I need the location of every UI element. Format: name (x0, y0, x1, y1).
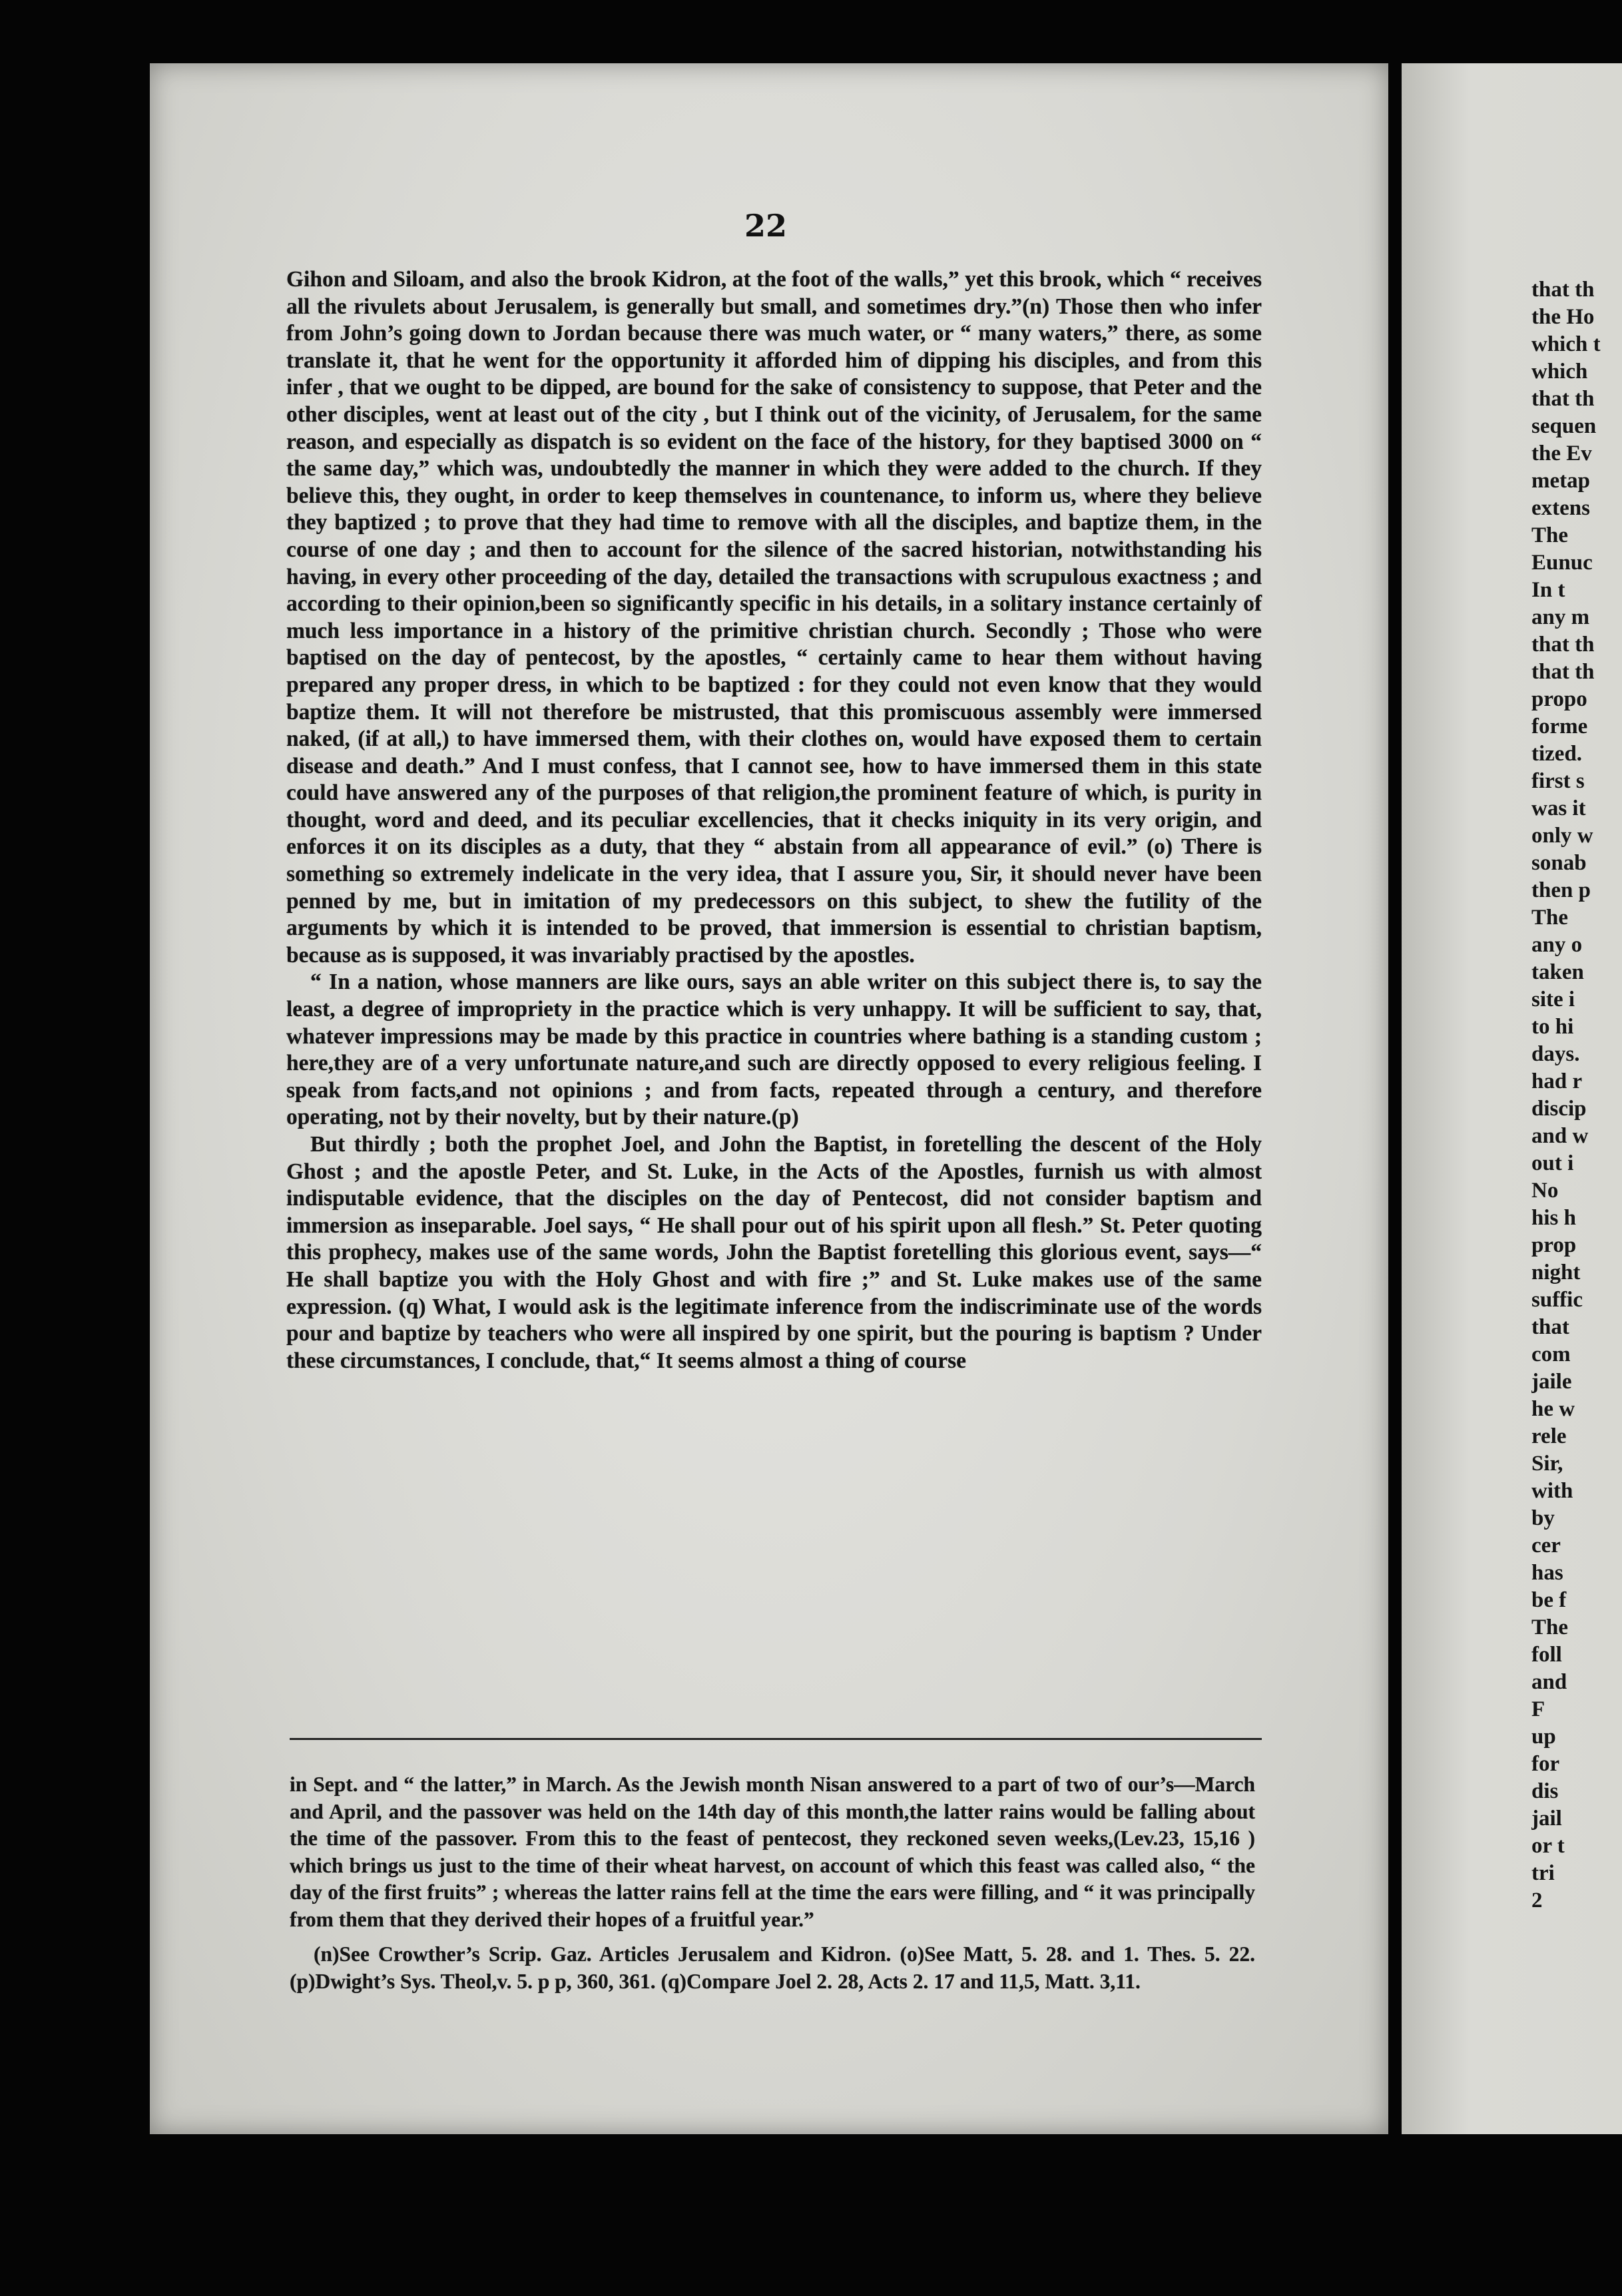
facing-page-line: only w (1531, 824, 1593, 848)
facing-page-line: taken (1531, 960, 1584, 984)
main-text (286, 266, 1262, 1374)
facing-page-line: then p (1531, 878, 1591, 902)
facing-page-line: com (1531, 1342, 1571, 1366)
facing-page-line: to hi (1531, 1015, 1574, 1039)
footnote-text: in Sept. and “ the latter,” in March. As the Jewish month Nisan answered to a part of two of our’s—March and April, and the passover was held on the 14th day of this month,the latter rains would be falling about the time of the passover. From this to the feast of pentecost, they reckoned seven weeks,(Lev.23, 15,16 ) which brings us just to the time of their wheat harvest, on account of which this feast was called also, “ the day of the first fruits” ; whereas the latter rains fell at the time the ears were filling, and “ it was principally from them that they derived their hopes of a fruitful year.” (290, 1773, 1255, 1931)
facing-page-line: suffic (1531, 1288, 1583, 1312)
facing-page-line: and w (1531, 1124, 1589, 1148)
paragraph-3: But thirdly ; both the prophet Joel, and John the Baptist, in foretelling the descent of the Holy Ghost ; and the apostle Peter, and St. Luke, in the Acts of the Apostles, furnish us with almost indisputable evidence, that the disciples on the day of Pentecost, did not consider baptism and immersion as inseparable. Joel says, “ He shall pour out of his spirit upon all flesh.” St. Peter quoting this prophecy, makes use of the same words, John the Baptist foretelling this glorious event, says—“ He shall baptize you with the Holy Ghost and with fire ;” and St. Luke makes use of the same expression. (q) What, I would ask is the legitimate inference from the indiscriminate use of the words pour and baptize by teachers who were all inspired by one spirit, but the pouring is baptism ? Under these circumstances, I conclude, that,“ It seems almost a thing of course (286, 1132, 1262, 1373)
footnote-divider (290, 1738, 1262, 1740)
facing-page-line: he w (1531, 1397, 1575, 1421)
facing-page-line: or t (1531, 1834, 1565, 1858)
facing-page-line: has (1531, 1561, 1563, 1585)
facing-page-line: that th (1531, 633, 1595, 657)
facing-page-line: tized. (1531, 742, 1583, 766)
facing-page-line: days. (1531, 1042, 1580, 1066)
facing-page-line: be f (1531, 1588, 1567, 1612)
facing-page-line: jail (1531, 1807, 1562, 1831)
page-number: 22 (744, 208, 787, 244)
facing-page-line: for (1531, 1752, 1560, 1776)
facing-page-line: was it (1531, 796, 1586, 820)
facing-page-line: prop (1531, 1233, 1577, 1257)
facing-page-line: Eunuc (1531, 551, 1593, 575)
facing-page-line: had r (1531, 1069, 1583, 1093)
facing-page-line: site i (1531, 988, 1575, 1011)
facing-page-line: which (1531, 360, 1588, 384)
reference-notes (290, 1941, 1255, 1995)
facing-page-line: foll (1531, 1643, 1562, 1667)
facing-page-line: the Ev (1531, 441, 1592, 465)
facing-page-line: that th (1531, 660, 1595, 684)
footnote-continuation (290, 1771, 1255, 1933)
facing-page-line: by (1531, 1506, 1555, 1530)
facing-page-line: Sir, (1531, 1452, 1563, 1476)
facing-page-line: and (1531, 1670, 1567, 1694)
facing-page-line: that (1531, 1315, 1569, 1339)
facing-page-line: which t (1531, 332, 1601, 356)
facing-page-line: any o (1531, 933, 1583, 957)
facing-page-line: sequen (1531, 414, 1597, 438)
facing-page-line: that th (1531, 387, 1595, 411)
facing-page-line: tri (1531, 1861, 1555, 1885)
facing-page-line: rele (1531, 1424, 1567, 1448)
facing-page-line: dis (1531, 1779, 1559, 1803)
facing-page-line: discip (1531, 1097, 1587, 1121)
facing-page-line: up (1531, 1725, 1556, 1749)
facing-page-line: The (1531, 906, 1569, 930)
facing-page-line: extens (1531, 496, 1590, 520)
facing-page-line: with (1531, 1479, 1573, 1503)
facing-page-line: No (1531, 1179, 1559, 1203)
facing-page-line: any m (1531, 605, 1590, 629)
facing-page-line: cer (1531, 1534, 1561, 1558)
paragraph-1: Gihon and Siloam, and also the brook Kidron, at the foot of the walls,” yet this brook, which “ receives all the rivulets about Jerusalem, is generally but small, and sometimes dry.”(n) Those then who infer from John’s going down to Jordan because there was much water, or “ many waters,” there, as some translate it, that he went for the opportunity it afforded him of dipping his disciples, and from this infer , that we ought to be dipped, are bound for the sake of consistency to suppose, that Peter and the other disciples, went at least out of the city , but I think out of the vicinity, of Jerusalem, for the same reason, and especially as dispatch is so evident on the face of the history, for they baptised 3000 on “ the same day,” which was, undoubtedly the manner in which they were added to the church. If they believe this, they ought, in order to keep themselves in countenance, to inform us, where they believe they baptized ; to prove that they had time to remove with all the disciples, and baptize them, in the course of one day ; and then to account for the silence of the sacred historian, notwithstanding his having, in every other proceeding of the day, detailed the transactions with scrupulous exactness ; and according to their opinion,been so significantly specific in his details, in a solitary instance certainly of much less importance in a history of the primitive christian church. Secondly ; Those who were baptised on the day of pentecost, by the apostles, “ certainly came to hear them without having prepared any proper dress, in which to be baptized : for they could not even know that they would baptize them. It will not therefore be mistrusted, that this promiscuous assembly were immersed naked, (if at all,) to have immersed them, with their clothes on, would have exposed them to certain disease and death.” And I must confess, that I cannot see, how to have immersed them in this state could have answered any of the purposes of that religion,the prominent feature of which, is purity in thought, word and deed, and its peculiar excellencies, that it checks iniquity in its very origin, and enforces it on its disciples as a duty, that they “ abstain from all appearance of evil.” (o) There is something so extremely indelicate in the very idea, that I assure you, Sir, it should never have been penned by me, but in imitation of my predecessors on this subject, to shew the futility of the arguments by which it is intended to be proved, that immersion is essential to christian baptism, because as is supposed, it was invariably practised by the apostles. (286, 267, 1262, 968)
facing-page-line: propo (1531, 687, 1587, 711)
facing-page-line: his h (1531, 1206, 1576, 1230)
reference-text: (n)See Crowther’s Scrip. Gaz. Articles Jerusalem and Kidron. (o)See Matt, 5. 28. and 1. Thes. 5. 22. (p)Dwight’s Sys. Theol,v. 5. p p, 360, 361. (q)Compare Joel 2. 28, Acts 2. 17 and 11,5, Matt. 3,11. (290, 1942, 1255, 1993)
facing-page-line: first s (1531, 769, 1585, 793)
facing-page-line: 2 (1531, 1888, 1543, 1912)
facing-page-line: that th (1531, 278, 1595, 302)
facing-page-line: out i (1531, 1151, 1574, 1175)
facing-page-line: In t (1531, 578, 1565, 602)
facing-page-line: The (1531, 1615, 1569, 1639)
facing-page-line: jaile (1531, 1370, 1572, 1394)
paragraph-2: “ In a nation, whose manners are like ours, says an able writer on this subject there is, to say the least, a degree of impropriety in the practice which is very unhappy. It will be sufficient to say, that, whatever impressions may be made by this practice in countries where bathing is a standing custom ; here,they are of a very unfortunate nature,and such are directly opposed to every religious feeling. I speak from facts,and not opinions ; and from facts, repeated through a century, and therefore operating, not by their novelty, but by their nature.(p) (286, 970, 1262, 1130)
facing-page-line: forme (1531, 715, 1588, 738)
facing-page-line: night (1531, 1261, 1581, 1285)
facing-page-line: The (1531, 523, 1569, 547)
facing-page-text (1531, 276, 1622, 1914)
facing-page-line: F (1531, 1697, 1545, 1721)
facing-page-line: sonab (1531, 851, 1587, 875)
facing-page-line: the Ho (1531, 305, 1595, 329)
facing-page-line: metap (1531, 469, 1590, 493)
